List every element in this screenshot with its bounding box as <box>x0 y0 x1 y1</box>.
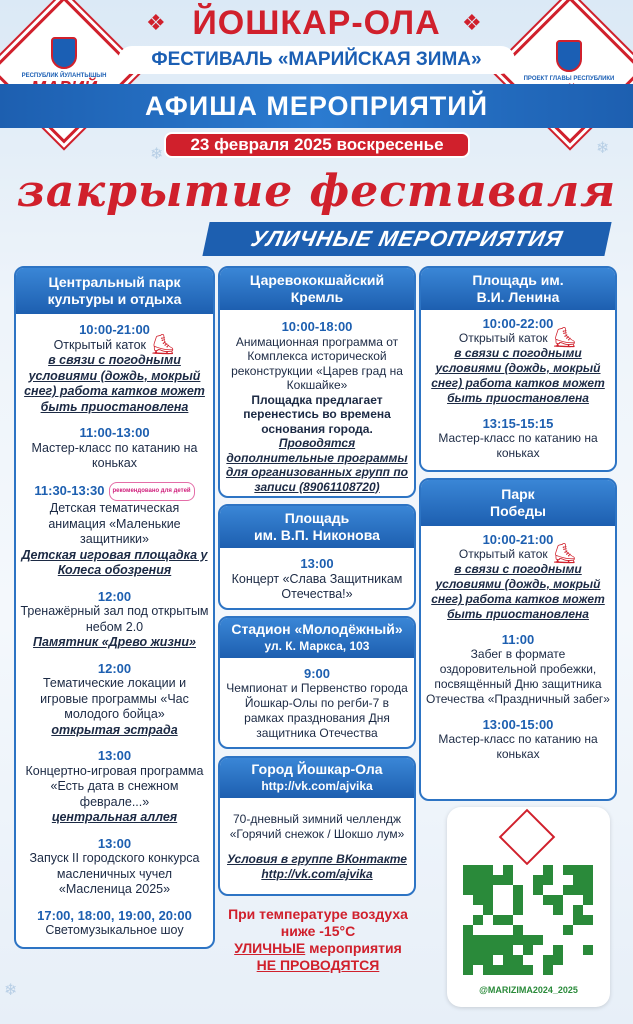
event-time: 10:00-22:00 <box>482 316 554 331</box>
event-note: Проводятся дополнительные программы для организованных групп по записи (89061108720) <box>225 436 408 494</box>
event-time: 13:15-15:15 <box>482 416 554 432</box>
event-time-text: 11:30-13:30 <box>34 482 105 498</box>
event-desc-text: Открытый каток <box>53 337 147 352</box>
card-nikonov-square <box>218 504 416 610</box>
snowflake-icon: ❄ <box>150 146 164 163</box>
event-desc-text: Открытый каток <box>458 547 548 561</box>
card-header <box>220 506 414 548</box>
card-body <box>220 658 414 741</box>
event-date: 23 февраля 2025 воскресенье <box>164 132 470 158</box>
card-victory-park <box>419 478 617 801</box>
event-time <box>20 482 209 502</box>
card-title-line2: Кремль <box>290 289 344 305</box>
card-title-line1: Центральный парк <box>48 274 181 290</box>
card-kremlin <box>218 266 416 498</box>
city-title: ЙОШКАР-ОЛА <box>192 4 441 42</box>
event-desc <box>20 333 209 356</box>
event-desc: Мастер-класс по катанию на коньках <box>31 440 198 471</box>
event-desc-text: Открытый каток <box>458 331 548 345</box>
event-desc: Тренажёрный зал под открытым небом 2.0 <box>20 604 209 634</box>
event-place: Памятник «Древо жизни» <box>33 635 196 650</box>
event-desc <box>425 543 611 566</box>
logo-small-text: ПРОЕКТ ГЛАВЫ РЕСПУБЛИКИ <box>523 75 615 82</box>
card-header <box>220 268 414 310</box>
poster-header <box>0 0 633 162</box>
card-body <box>16 314 213 939</box>
kids-badge: рекомендовано для детей <box>109 482 195 502</box>
skate-icon: ⛸ <box>551 543 578 566</box>
card-header <box>16 268 213 314</box>
card-header <box>421 268 615 310</box>
event-desc: Забег в формате оздоровительной пробежки, посвящённый Дню защитника Отечества «Праздничный забег» <box>426 647 610 707</box>
card-header <box>220 758 414 798</box>
event-time: 10:00-21:00 <box>79 322 150 337</box>
card-title-line1: Площадь <box>284 510 350 526</box>
event-note: в связи с погодными условиями (дождь, мокрый снег) работа катков может быть приостановлена <box>431 346 605 406</box>
logo-small-text: РЕСПУБЛИК ЙУЛАНТЫШЫН <box>21 72 107 79</box>
event-time: 13:00-15:00 <box>482 717 554 733</box>
temperature-warning <box>218 906 418 974</box>
event-note: Условия в группе ВКонтакте <box>227 852 407 866</box>
card-title-line2: Победы <box>490 503 546 519</box>
snowflake-icon: ❄ <box>596 140 610 157</box>
ornament-icon: ❖ <box>146 10 166 35</box>
emblem-icon <box>556 40 582 72</box>
event-place: Детская игровая площадка у Колеса обозрения <box>21 547 208 578</box>
warning-line2 <box>218 940 418 957</box>
festival-title: ФЕСТИВАЛЬ «МАРИЙСКАЯ ЗИМА» <box>118 46 515 74</box>
event-desc: Светомузыкальное шоу <box>45 923 184 938</box>
card-title: Город Йошкар-Ола <box>251 761 383 777</box>
event-time: 9:00 <box>303 666 331 681</box>
qr-card <box>447 807 610 1007</box>
event-desc: Концертно-игровая программа «Есть дата в снежном феврале...» <box>25 763 204 809</box>
card-subtitle: ул. К. Маркса, 103 <box>264 639 370 653</box>
event-place: центральная аллея <box>51 810 178 825</box>
event-time: 13:00 <box>97 748 132 764</box>
vk-link[interactable]: http://vk.com/ajvika <box>261 867 373 881</box>
card-subtitle: http://vk.com/ajvika <box>261 779 373 793</box>
card-lenin-square <box>419 266 617 472</box>
event-desc: Детская тематическая анимация «Маленькие защитники» <box>48 501 181 547</box>
card-city-online <box>218 756 416 896</box>
event-desc: Запуск II городского конкурса масленичных чучел «Масленица 2025» <box>29 851 200 897</box>
warning-word: УЛИЧНЫЕ <box>234 940 306 956</box>
event-desc: Анимационная программа от Комплекса исторической реконструкции «Царев град на Кокшайке» <box>231 334 403 392</box>
card-body <box>220 548 414 603</box>
street-events-banner: УЛИЧНЫЕ МЕРОПРИЯТИЯ <box>202 222 611 256</box>
social-handle: @MARIZIMA2024_2025 <box>479 985 578 995</box>
warning-line2-text: мероприятия <box>309 940 402 956</box>
event-time: 12:00 <box>97 588 132 604</box>
card-title-line2: В.И. Ленина <box>476 289 560 305</box>
event-desc: Концерт «Слава Защитникам Отечества!» <box>231 571 403 601</box>
card-title-line1: Царевококшайский <box>249 272 385 288</box>
event-time: 11:00 <box>501 632 535 648</box>
event-note: в связи с погодными условиями (дождь, мокрый снег) работа катков может быть приостановлена <box>431 562 605 622</box>
qr-code[interactable] <box>463 865 593 975</box>
card-title: Стадион «Молодёжный» <box>231 621 403 637</box>
card-stadium <box>218 616 416 749</box>
card-title-line1: Парк <box>501 486 535 502</box>
card-body <box>220 798 414 882</box>
card-body <box>220 310 414 494</box>
ornament-icon: ❖ <box>462 10 482 35</box>
warning-line1: При температуре воздуха ниже -15°C <box>228 906 408 939</box>
event-time: 17:00, 18:00, 19:00, 20:00 <box>37 907 192 923</box>
afisha-banner: АФИША МЕРОПРИЯТИЙ <box>0 84 633 128</box>
card-title-line2: культуры и отдыха <box>47 291 182 307</box>
event-desc: 70-дневный зимний челлендж «Горячий снежок / Шокшо лум» <box>229 812 405 841</box>
event-time: 10:00-18:00 <box>281 319 353 334</box>
event-desc: Тематические локации и игровые программы «Час молодого бойца» <box>40 676 189 722</box>
snowflake-icon: ❄ <box>4 982 18 999</box>
warning-line3 <box>218 957 418 974</box>
card-body <box>421 310 615 461</box>
event-time: 13:00 <box>300 556 334 571</box>
event-time: 12:00 <box>97 660 132 676</box>
warning-line3-text: НЕ ПРОВОДЯТСЯ <box>256 957 380 973</box>
event-desc: Мастер-класс по катанию на коньках <box>438 431 598 461</box>
skate-icon: ⛸ <box>150 333 176 356</box>
festival-logo-icon <box>499 809 556 866</box>
card-title-line2: им. В.П. Никонова <box>254 527 380 543</box>
card-central-park <box>14 266 215 949</box>
event-note: в связи с погодными условиями (дождь, мокрый снег) работа катков может быть приостановлена <box>24 353 205 414</box>
card-header <box>421 480 615 526</box>
event-place: открытая эстрада <box>51 722 178 737</box>
card-header <box>220 618 414 658</box>
event-highlight: Площадка предлагает перенестись во времена основания города. <box>243 392 391 436</box>
event-desc <box>425 327 611 350</box>
event-desc: Мастер-класс по катанию на коньках <box>438 732 598 762</box>
closing-title: закрытие фестиваля <box>16 166 617 217</box>
skate-icon: ⛸ <box>551 327 578 350</box>
event-time: 11:00-13:00 <box>79 425 150 441</box>
event-time: 13:00 <box>97 835 132 851</box>
card-title-line1: Площадь им. <box>472 272 564 288</box>
event-desc: Чемпионат и Первенство города Йошкар-Олы по регби-7 в рамках празднования Дня защитника Отечества <box>226 681 408 740</box>
event-time: 10:00-21:00 <box>482 532 554 547</box>
card-body <box>421 526 615 762</box>
